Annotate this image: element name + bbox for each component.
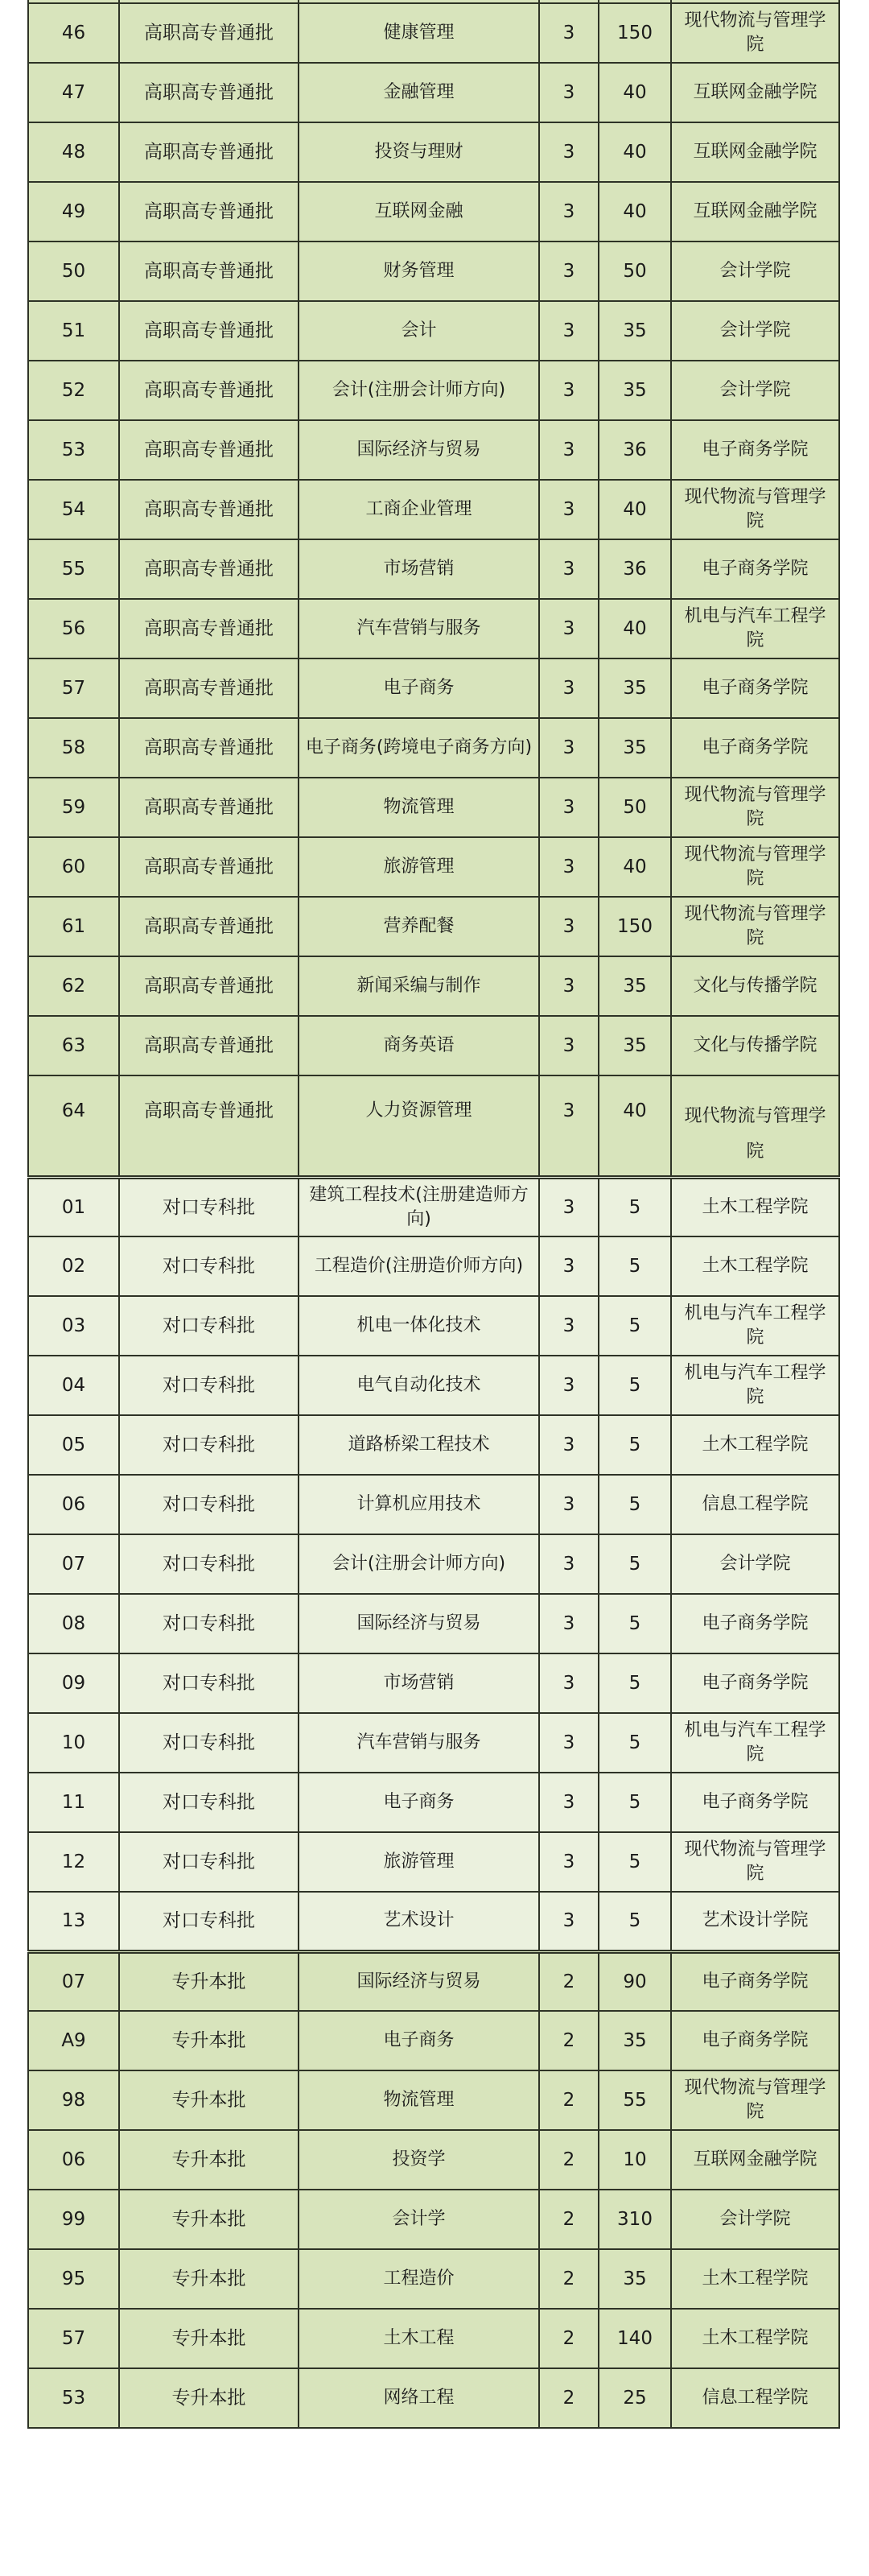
cell-years: 3 bbox=[539, 122, 599, 182]
cell-years: 3 bbox=[539, 1475, 599, 1534]
cell-college: 现代物流与管理学院 bbox=[671, 1832, 839, 1892]
table-row bbox=[28, 1415, 839, 1475]
table-row bbox=[28, 122, 839, 182]
cell-major: 道路桥梁工程技术 bbox=[299, 1415, 539, 1475]
table-row bbox=[28, 3, 839, 63]
cell-college: 电子商务学院 bbox=[671, 2011, 839, 2070]
cell-code: 50 bbox=[28, 242, 119, 301]
cell-major: 会计(注册会计师方向) bbox=[299, 1534, 539, 1594]
cell-years: 3 bbox=[539, 1075, 599, 1177]
cell-quota: 90 bbox=[599, 1951, 671, 2011]
cell-college: 机电与汽车工程学院 bbox=[671, 1356, 839, 1415]
cell-college: 信息工程学院 bbox=[671, 1475, 839, 1534]
cell-quota: 36 bbox=[599, 420, 671, 480]
table-row bbox=[28, 837, 839, 897]
cell-quota: 10 bbox=[599, 2130, 671, 2190]
table-row bbox=[28, 480, 839, 539]
cell-major: 营养配餐 bbox=[299, 897, 539, 956]
cell-major: 艺术设计 bbox=[299, 1892, 539, 1951]
cell-years: 3 bbox=[539, 242, 599, 301]
cell-code: 10 bbox=[28, 1713, 119, 1773]
cell-quota: 150 bbox=[599, 897, 671, 956]
cell-batch: 对口专科批 bbox=[119, 1296, 299, 1356]
cell-major: 工程造价(注册造价师方向) bbox=[299, 1236, 539, 1296]
table-row bbox=[28, 778, 839, 837]
cell-years: 3 bbox=[539, 1773, 599, 1832]
cell-college: 电子商务学院 bbox=[671, 420, 839, 480]
cell-code: 51 bbox=[28, 301, 119, 361]
cell-years: 3 bbox=[539, 599, 599, 658]
cell-quota: 40 bbox=[599, 63, 671, 122]
cell-years: 3 bbox=[539, 1653, 599, 1713]
cell-quota: 5 bbox=[599, 1892, 671, 1951]
cell-college: 机电与汽车工程学院 bbox=[671, 599, 839, 658]
cell-years: 2 bbox=[539, 2249, 599, 2309]
cell-code: 04 bbox=[28, 1356, 119, 1415]
enrollment-plan-table-container bbox=[27, 0, 838, 2429]
cell-batch: 高职高专普通批 bbox=[119, 182, 299, 242]
cell-batch: 高职高专普通批 bbox=[119, 301, 299, 361]
cell-code: 98 bbox=[28, 2070, 119, 2130]
cell-years: 3 bbox=[539, 1415, 599, 1475]
table-row bbox=[28, 2368, 839, 2428]
cell-code: 48 bbox=[28, 122, 119, 182]
cell-years: 3 bbox=[539, 539, 599, 599]
table-row bbox=[28, 361, 839, 420]
cell-college: 互联网金融学院 bbox=[671, 122, 839, 182]
cell-code: 09 bbox=[28, 1653, 119, 1713]
cell-batch: 高职高专普通批 bbox=[119, 956, 299, 1016]
cell-quota: 35 bbox=[599, 2249, 671, 2309]
cell-college: 会计学院 bbox=[671, 242, 839, 301]
cell-major: 会计(注册会计师方向) bbox=[299, 361, 539, 420]
cell-college: 土木工程学院 bbox=[671, 1415, 839, 1475]
cell-major: 旅游管理 bbox=[299, 837, 539, 897]
cell-college: 互联网金融学院 bbox=[671, 63, 839, 122]
cell-batch: 专升本批 bbox=[119, 2070, 299, 2130]
cell-college: 互联网金融学院 bbox=[671, 2130, 839, 2190]
cell-major: 网络工程 bbox=[299, 2368, 539, 2428]
cell-batch: 专升本批 bbox=[119, 2011, 299, 2070]
table-row bbox=[28, 1356, 839, 1415]
cell-major: 市场营销 bbox=[299, 1653, 539, 1713]
table-row bbox=[28, 956, 839, 1016]
cell-quota: 140 bbox=[599, 2309, 671, 2368]
cell-years: 3 bbox=[539, 1177, 599, 1236]
cell-code: 95 bbox=[28, 2249, 119, 2309]
cell-code: A9 bbox=[28, 2011, 119, 2070]
cell-years: 3 bbox=[539, 1236, 599, 1296]
cell-batch: 高职高专普通批 bbox=[119, 1075, 299, 1177]
cell-code: 60 bbox=[28, 837, 119, 897]
cell-major: 物流管理 bbox=[299, 778, 539, 837]
cell-major: 投资学 bbox=[299, 2130, 539, 2190]
cell-quota: 36 bbox=[599, 539, 671, 599]
cell-batch: 高职高专普通批 bbox=[119, 480, 299, 539]
cell-major: 电子商务 bbox=[299, 658, 539, 718]
cell-college: 电子商务学院 bbox=[671, 1951, 839, 2011]
cell-college: 会计学院 bbox=[671, 1534, 839, 1594]
table-row bbox=[28, 182, 839, 242]
cell-batch: 专升本批 bbox=[119, 2249, 299, 2309]
cell-batch: 对口专科批 bbox=[119, 1236, 299, 1296]
table-row bbox=[28, 1236, 839, 1296]
table-row bbox=[28, 1296, 839, 1356]
table-row bbox=[28, 2249, 839, 2309]
table-body bbox=[28, 0, 839, 2428]
cell-batch: 对口专科批 bbox=[119, 1832, 299, 1892]
cell-quota: 35 bbox=[599, 658, 671, 718]
cell-years: 3 bbox=[539, 837, 599, 897]
cell-batch: 高职高专普通批 bbox=[119, 539, 299, 599]
cell-code: 49 bbox=[28, 182, 119, 242]
cell-college: 机电与汽车工程学院 bbox=[671, 1713, 839, 1773]
cell-batch: 高职高专普通批 bbox=[119, 599, 299, 658]
cell-major: 电子商务 bbox=[299, 2011, 539, 2070]
cell-major: 国际经济与贸易 bbox=[299, 1951, 539, 2011]
cell-code: 61 bbox=[28, 897, 119, 956]
cell-quota: 40 bbox=[599, 182, 671, 242]
cell-quota: 5 bbox=[599, 1177, 671, 1236]
cell-code: 12 bbox=[28, 1832, 119, 1892]
cell-college: 文化与传播学院 bbox=[671, 1016, 839, 1075]
cell-years: 3 bbox=[539, 1356, 599, 1415]
cell-quota: 5 bbox=[599, 1773, 671, 1832]
table-row bbox=[28, 420, 839, 480]
cell-code: 05 bbox=[28, 1415, 119, 1475]
cell-batch: 对口专科批 bbox=[119, 1356, 299, 1415]
cell-quota: 5 bbox=[599, 1296, 671, 1356]
table-row bbox=[28, 1773, 839, 1832]
cell-quota: 5 bbox=[599, 1832, 671, 1892]
cell-quota: 40 bbox=[599, 599, 671, 658]
cell-quota: 35 bbox=[599, 718, 671, 778]
cell-quota: 5 bbox=[599, 1236, 671, 1296]
cell-major: 会计学 bbox=[299, 2190, 539, 2249]
cell-code: 11 bbox=[28, 1773, 119, 1832]
cell-batch: 高职高专普通批 bbox=[119, 1016, 299, 1075]
cell-batch: 高职高专普通批 bbox=[119, 242, 299, 301]
table-row bbox=[28, 301, 839, 361]
cell-years: 3 bbox=[539, 718, 599, 778]
cell-quota: 25 bbox=[599, 2368, 671, 2428]
cell-major: 建筑工程技术(注册建造师方向) bbox=[299, 1177, 539, 1236]
cell-major: 国际经济与贸易 bbox=[299, 1594, 539, 1653]
table-row bbox=[28, 63, 839, 122]
table-row bbox=[28, 658, 839, 718]
cell-college: 互联网金融学院 bbox=[671, 182, 839, 242]
enrollment-plan-table bbox=[27, 0, 840, 2429]
table-row bbox=[28, 2070, 839, 2130]
table-row bbox=[28, 1951, 839, 2011]
cell-code: 06 bbox=[28, 1475, 119, 1534]
cell-years: 3 bbox=[539, 63, 599, 122]
table-row bbox=[28, 1892, 839, 1951]
cell-college: 电子商务学院 bbox=[671, 1773, 839, 1832]
cell-years: 2 bbox=[539, 1951, 599, 2011]
cell-college: 会计学院 bbox=[671, 2190, 839, 2249]
cell-code: 07 bbox=[28, 1534, 119, 1594]
cell-batch: 对口专科批 bbox=[119, 1653, 299, 1713]
cell-code: 54 bbox=[28, 480, 119, 539]
table-row bbox=[28, 1653, 839, 1713]
cell-batch: 专升本批 bbox=[119, 1951, 299, 2011]
cell-batch: 对口专科批 bbox=[119, 1415, 299, 1475]
cell-years: 3 bbox=[539, 182, 599, 242]
cell-college: 电子商务学院 bbox=[671, 539, 839, 599]
cell-code: 53 bbox=[28, 2368, 119, 2428]
cell-code: 62 bbox=[28, 956, 119, 1016]
cell-years: 2 bbox=[539, 2190, 599, 2249]
cell-major: 计算机应用技术 bbox=[299, 1475, 539, 1534]
cell-college: 现代物流与管理学院 bbox=[671, 2070, 839, 2130]
table-row bbox=[28, 1016, 839, 1075]
cell-quota: 5 bbox=[599, 1475, 671, 1534]
cell-college: 信息工程学院 bbox=[671, 2368, 839, 2428]
table-row bbox=[28, 2190, 839, 2249]
cell-batch: 对口专科批 bbox=[119, 1534, 299, 1594]
cell-years: 3 bbox=[539, 1296, 599, 1356]
cell-batch: 专升本批 bbox=[119, 2190, 299, 2249]
cell-college: 现代物流与管理学院 bbox=[671, 897, 839, 956]
cell-quota: 55 bbox=[599, 2070, 671, 2130]
cell-college: 土木工程学院 bbox=[671, 1236, 839, 1296]
cell-years: 3 bbox=[539, 1713, 599, 1773]
cell-quota: 40 bbox=[599, 122, 671, 182]
cell-batch: 高职高专普通批 bbox=[119, 718, 299, 778]
cell-major: 电气自动化技术 bbox=[299, 1356, 539, 1415]
cell-years: 3 bbox=[539, 420, 599, 480]
cell-batch: 高职高专普通批 bbox=[119, 897, 299, 956]
cell-major: 市场营销 bbox=[299, 539, 539, 599]
table-row bbox=[28, 2011, 839, 2070]
cell-college: 艺术设计学院 bbox=[671, 1892, 839, 1951]
cell-years: 3 bbox=[539, 301, 599, 361]
cell-college: 文化与传播学院 bbox=[671, 956, 839, 1016]
cell-college: 现代物流与管理学院 bbox=[671, 778, 839, 837]
cell-major: 电子商务(跨境电子商务方向) bbox=[299, 718, 539, 778]
cell-code: 01 bbox=[28, 1177, 119, 1236]
cell-major: 旅游管理 bbox=[299, 1832, 539, 1892]
cell-batch: 高职高专普通批 bbox=[119, 837, 299, 897]
cell-major: 人力资源管理 bbox=[299, 1075, 539, 1177]
table-row bbox=[28, 599, 839, 658]
cell-batch: 高职高专普通批 bbox=[119, 361, 299, 420]
cell-major: 汽车营销与服务 bbox=[299, 599, 539, 658]
cell-batch: 专升本批 bbox=[119, 2309, 299, 2368]
cell-code: 59 bbox=[28, 778, 119, 837]
cell-quota: 35 bbox=[599, 1016, 671, 1075]
cell-quota: 310 bbox=[599, 2190, 671, 2249]
cell-college: 现代物流与管理学院 bbox=[671, 3, 839, 63]
table-row bbox=[28, 242, 839, 301]
cell-quota: 35 bbox=[599, 2011, 671, 2070]
cell-quota: 40 bbox=[599, 480, 671, 539]
cell-code: 58 bbox=[28, 718, 119, 778]
cell-college: 电子商务学院 bbox=[671, 658, 839, 718]
cell-major: 投资与理财 bbox=[299, 122, 539, 182]
cell-major: 工商企业管理 bbox=[299, 480, 539, 539]
cell-college: 土木工程学院 bbox=[671, 1177, 839, 1236]
cell-code: 07 bbox=[28, 1951, 119, 2011]
cell-code: 47 bbox=[28, 63, 119, 122]
cell-batch: 对口专科批 bbox=[119, 1594, 299, 1653]
cell-batch: 高职高专普通批 bbox=[119, 122, 299, 182]
cell-major: 新闻采编与制作 bbox=[299, 956, 539, 1016]
cell-batch: 高职高专普通批 bbox=[119, 658, 299, 718]
cell-quota: 50 bbox=[599, 242, 671, 301]
cell-code: 63 bbox=[28, 1016, 119, 1075]
cell-code: 56 bbox=[28, 599, 119, 658]
cell-major: 国际经济与贸易 bbox=[299, 420, 539, 480]
cell-code: 13 bbox=[28, 1892, 119, 1951]
cell-quota: 150 bbox=[599, 3, 671, 63]
table-row bbox=[28, 1075, 839, 1177]
cell-major: 机电一体化技术 bbox=[299, 1296, 539, 1356]
cell-batch: 高职高专普通批 bbox=[119, 420, 299, 480]
cell-years: 2 bbox=[539, 2130, 599, 2190]
cell-years: 3 bbox=[539, 1892, 599, 1951]
cell-years: 3 bbox=[539, 1534, 599, 1594]
cell-years: 2 bbox=[539, 2309, 599, 2368]
cell-batch: 对口专科批 bbox=[119, 1475, 299, 1534]
cell-major: 财务管理 bbox=[299, 242, 539, 301]
table-row bbox=[28, 718, 839, 778]
cell-quota: 5 bbox=[599, 1653, 671, 1713]
cell-years: 3 bbox=[539, 361, 599, 420]
cell-years: 3 bbox=[539, 897, 599, 956]
cell-college: 土木工程学院 bbox=[671, 2309, 839, 2368]
cell-major: 土木工程 bbox=[299, 2309, 539, 2368]
table-row bbox=[28, 1594, 839, 1653]
cell-college: 现代物流与管理学院 bbox=[671, 480, 839, 539]
cell-code: 03 bbox=[28, 1296, 119, 1356]
cell-code: 53 bbox=[28, 420, 119, 480]
cell-college: 现代物流与管理学院 bbox=[671, 1075, 839, 1177]
cell-batch: 专升本批 bbox=[119, 2368, 299, 2428]
table-row bbox=[28, 1475, 839, 1534]
cell-quota: 5 bbox=[599, 1713, 671, 1773]
cell-major: 互联网金融 bbox=[299, 182, 539, 242]
table-row bbox=[28, 1713, 839, 1773]
cell-years: 3 bbox=[539, 956, 599, 1016]
table-row bbox=[28, 539, 839, 599]
cell-major: 商务英语 bbox=[299, 1016, 539, 1075]
cell-code: 52 bbox=[28, 361, 119, 420]
cell-major: 工程造价 bbox=[299, 2249, 539, 2309]
cell-college: 土木工程学院 bbox=[671, 2249, 839, 2309]
cell-years: 3 bbox=[539, 1594, 599, 1653]
cell-batch: 对口专科批 bbox=[119, 1773, 299, 1832]
cell-code: 02 bbox=[28, 1236, 119, 1296]
cell-years: 2 bbox=[539, 2070, 599, 2130]
cell-batch: 高职高专普通批 bbox=[119, 63, 299, 122]
cell-code: 46 bbox=[28, 3, 119, 63]
cell-college: 现代物流与管理学院 bbox=[671, 837, 839, 897]
cell-quota: 40 bbox=[599, 837, 671, 897]
table-row bbox=[28, 897, 839, 956]
table-row bbox=[28, 2309, 839, 2368]
table-row bbox=[28, 2130, 839, 2190]
cell-college: 会计学院 bbox=[671, 301, 839, 361]
cell-years: 3 bbox=[539, 658, 599, 718]
cell-college: 电子商务学院 bbox=[671, 1653, 839, 1713]
cell-major: 健康管理 bbox=[299, 3, 539, 63]
cell-years: 3 bbox=[539, 778, 599, 837]
cell-years: 3 bbox=[539, 1016, 599, 1075]
cell-code: 64 bbox=[28, 1075, 119, 1177]
cell-years: 3 bbox=[539, 1832, 599, 1892]
cell-code: 57 bbox=[28, 658, 119, 718]
cell-years: 3 bbox=[539, 3, 599, 63]
cell-college: 会计学院 bbox=[671, 361, 839, 420]
cell-quota: 5 bbox=[599, 1534, 671, 1594]
cell-code: 57 bbox=[28, 2309, 119, 2368]
table-row bbox=[28, 1534, 839, 1594]
cell-major: 汽车营销与服务 bbox=[299, 1713, 539, 1773]
cell-batch: 高职高专普通批 bbox=[119, 778, 299, 837]
cell-batch: 对口专科批 bbox=[119, 1177, 299, 1236]
cell-years: 2 bbox=[539, 2368, 599, 2428]
cell-college: 电子商务学院 bbox=[671, 718, 839, 778]
cell-major: 金融管理 bbox=[299, 63, 539, 122]
cell-college: 电子商务学院 bbox=[671, 1594, 839, 1653]
table-row bbox=[28, 1177, 839, 1236]
cell-batch: 专升本批 bbox=[119, 2130, 299, 2190]
cell-quota: 5 bbox=[599, 1356, 671, 1415]
cell-code: 99 bbox=[28, 2190, 119, 2249]
cell-quota: 50 bbox=[599, 778, 671, 837]
cell-years: 2 bbox=[539, 2011, 599, 2070]
cell-code: 06 bbox=[28, 2130, 119, 2190]
cell-quota: 35 bbox=[599, 361, 671, 420]
cell-college: 机电与汽车工程学院 bbox=[671, 1296, 839, 1356]
table-row bbox=[28, 1832, 839, 1892]
cell-code: 08 bbox=[28, 1594, 119, 1653]
cell-major: 会计 bbox=[299, 301, 539, 361]
cell-years: 3 bbox=[539, 480, 599, 539]
cell-batch: 对口专科批 bbox=[119, 1892, 299, 1951]
cell-code: 55 bbox=[28, 539, 119, 599]
cell-major: 物流管理 bbox=[299, 2070, 539, 2130]
cell-quota: 35 bbox=[599, 301, 671, 361]
cell-batch: 对口专科批 bbox=[119, 1713, 299, 1773]
cell-quota: 5 bbox=[599, 1415, 671, 1475]
cell-quota: 5 bbox=[599, 1594, 671, 1653]
cell-quota: 35 bbox=[599, 956, 671, 1016]
cell-quota: 40 bbox=[599, 1075, 671, 1177]
cell-major: 电子商务 bbox=[299, 1773, 539, 1832]
cell-batch: 高职高专普通批 bbox=[119, 3, 299, 63]
